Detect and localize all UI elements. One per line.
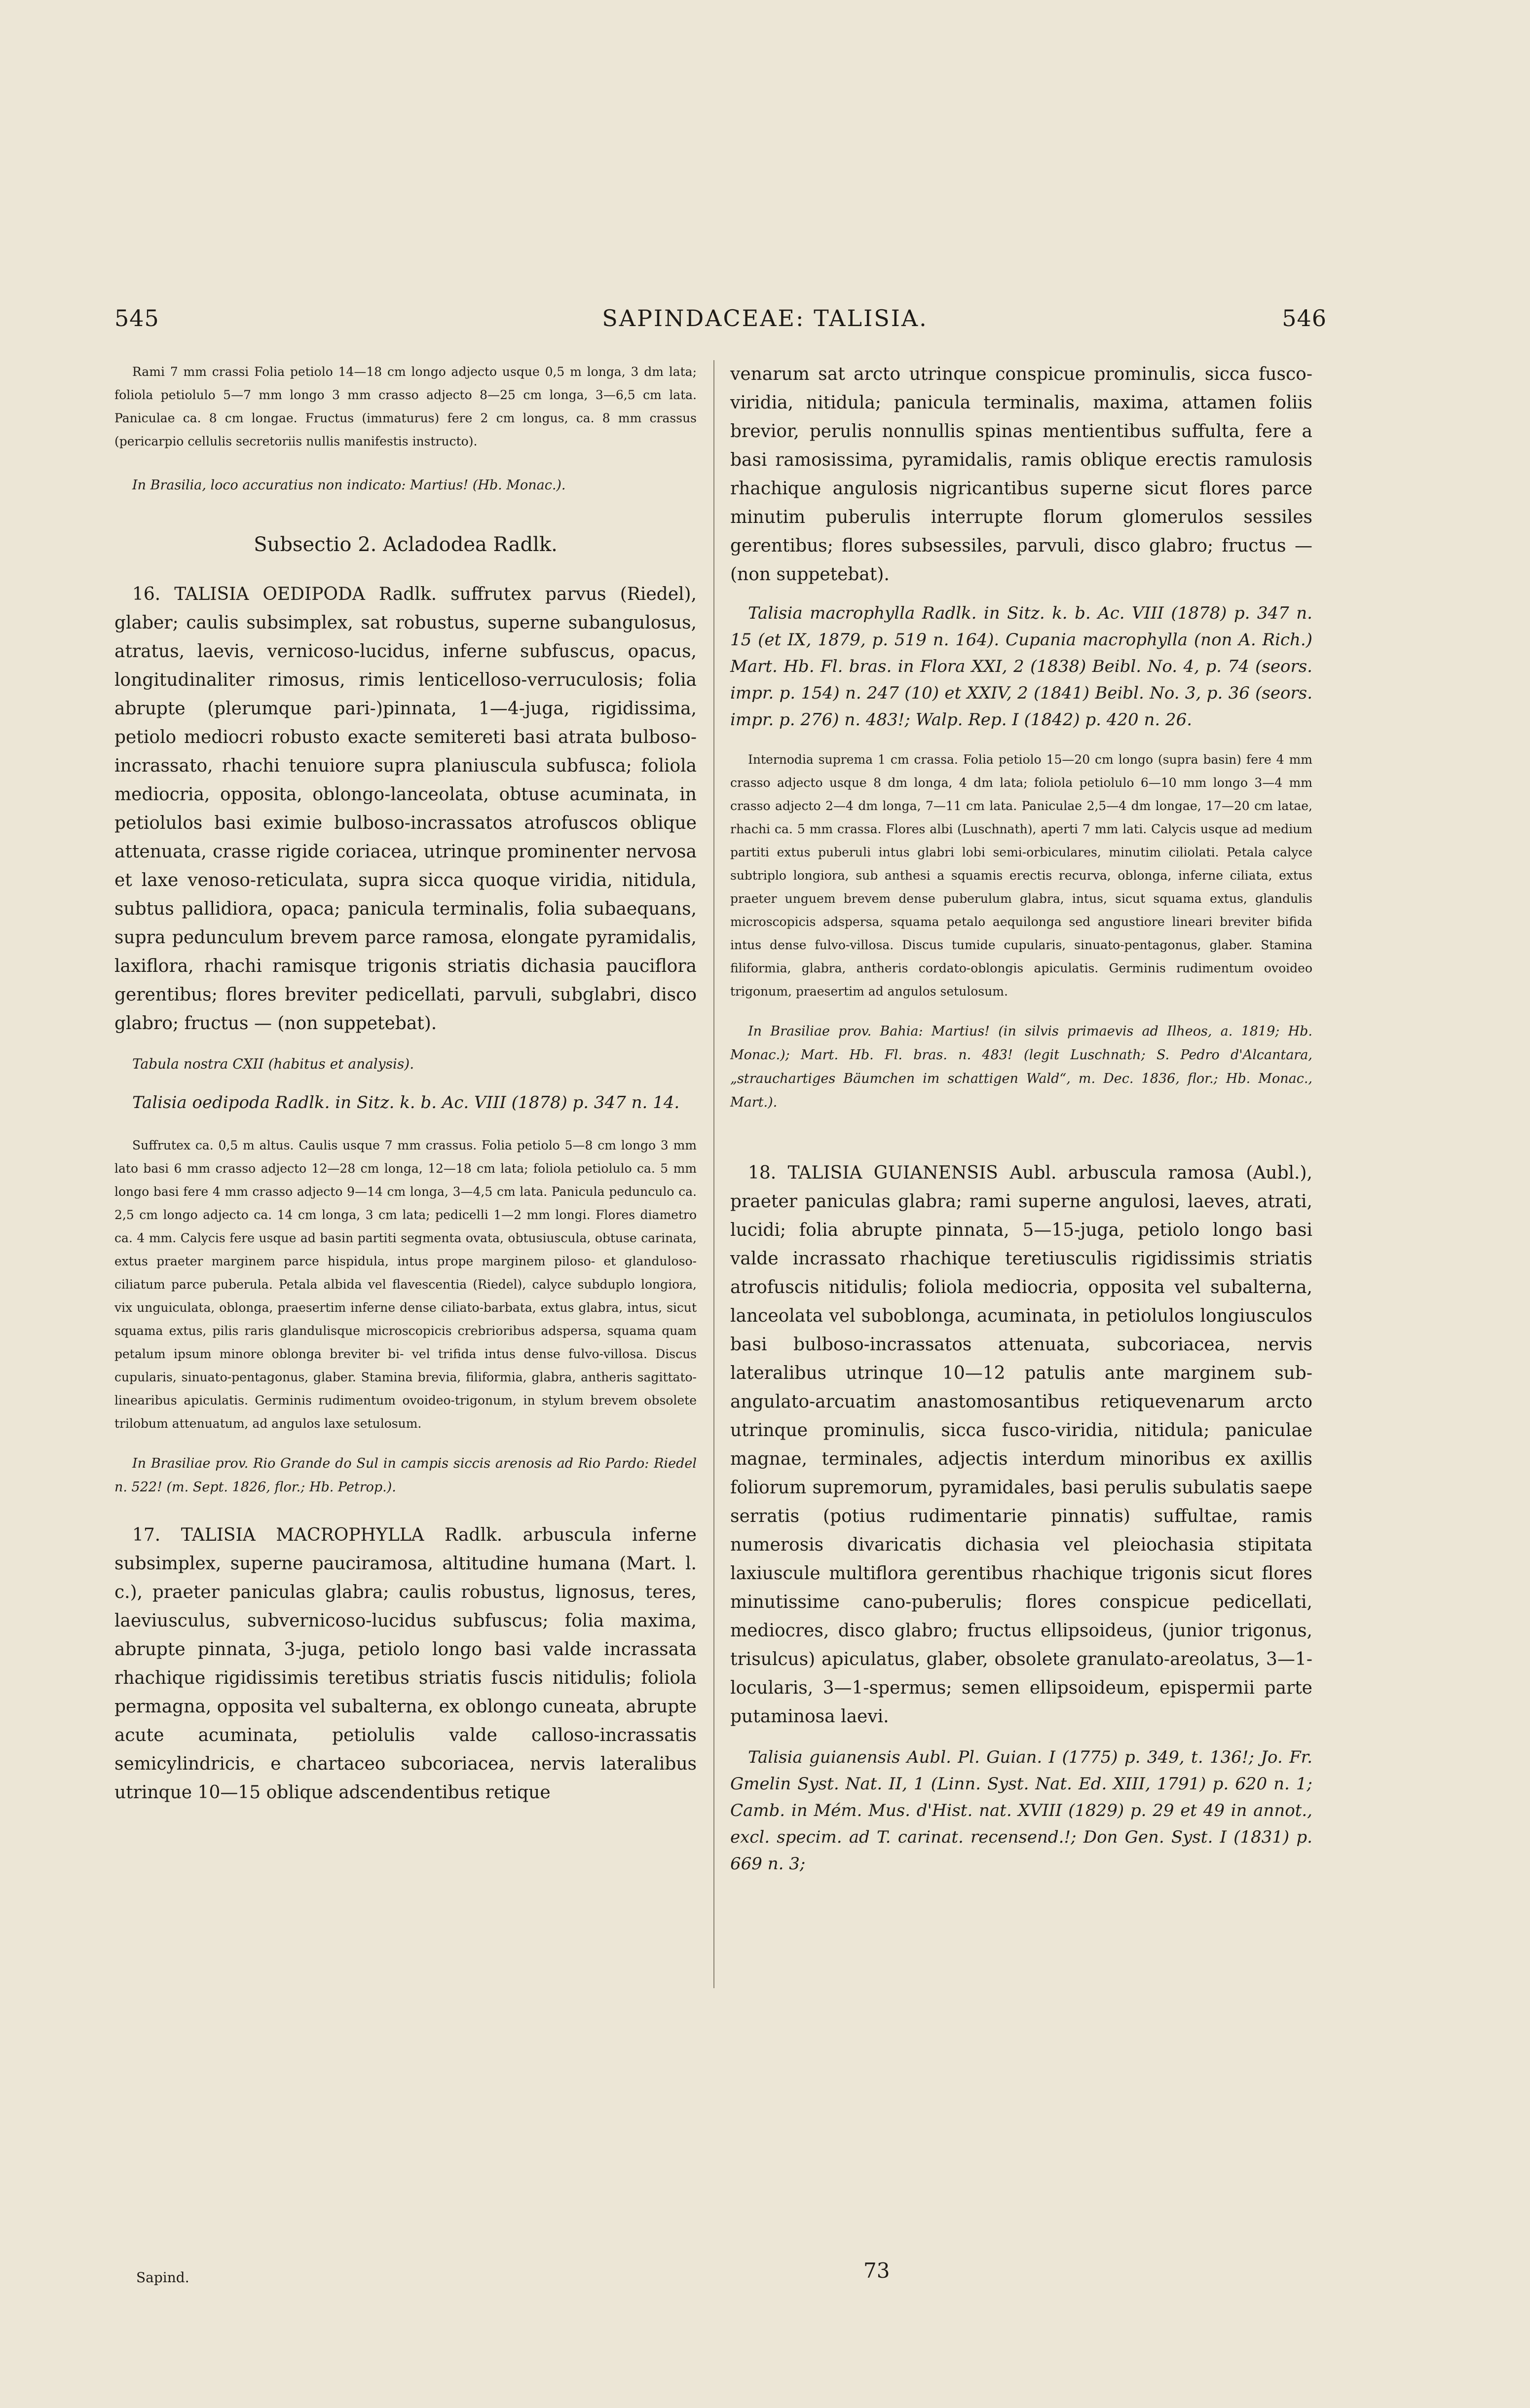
species-16-description: Suffrutex ca. 0,5 m altus. Caulis usque 7 mm crassus. Folia petiolo 5—8 cm longo 3 mm lato basi 6 mm crasso adjecto 12—28 cm longa, 12—18 cm lata; foliola petiolulo ca. 5 mm longo basi fere 4 mm crasso adjecto 9—14 cm longa, 3—4,5 cm lata. Panicula pedunculo ca. 2,5 cm longo adjecto ca. 14 cm longa, 3 cm lata; pedicelli 1—2 mm longi. Flores diametro ca. 4 mm. Calycis fere usque ad basin partiti segmenta ovata, obtusiuscula, obtuse carinata, extus praeter marginem parce hispidula, intus prope marginem piloso- et glanduloso-ciliatum parce puberula. Petala albida vel flavescentia (Riedel), calyce subduplo longiora, vix unguiculata, oblonga, praesertim inferne dense ciliato-barbata, extus glabra, intus, sicut squama extus, pilis raris glandulisque microscopicis crebrioribus adspersa, squama quam petalum ipsum minore oblonga breviter bi- vel trifida intus dense fulvo-villosa. Discus cupularis, sinuato-pentagonus, glaber. Stamina brevia, filiformia, glabra, antheris sagittato-linearibus apiculatis. Germinis rudimentum ovoideo-trigonum, in stylum brevem obsolete trilobum attenuatum, ad angulos laxe setulosum. xyxy=(114,1138,697,1431)
species-17-locality: In Brasiliae prov. Bahia: Martius! (in silvis primaevis ad Ilheos, a. 1819; Hb. Monac.); Mart. Hb. Fl. bras. n. 483! (legit Luschnath; S. Pedro d'Alcantara, „strauchartiges Bäumchen im schattigen Wald“, m. Dec. 1836, flor.; Hb. Monac., Mart.). xyxy=(730,1024,1312,1110)
species-17-citations: Talisia macrophylla Radlk. in Sitz. k. b. Ac. VIII (1878) p. 347 n. 15 (et IX, 1879, p. 519 n. 164). Cupania macrophylla (non A. Rich.) Mart. Hb. Fl. bras. in Flora XXI, 2 (1838) Beibl. No. 4, p. 74 (seors. impr. p. 154) n. 247 (10) et XXIV, 2 (1841) Beibl. No. 3, p. 36 (seors. impr. p. 276) n. 483!; Walp. Rep. I (1842) p. 420 n. 26. xyxy=(730,603,1312,730)
running-title: SAPINDACEAE: TALISIA. xyxy=(602,305,928,332)
species-18-citations: Talisia guianensis Aubl. Pl. Guian. I (1775) p. 349, t. 136!; Jo. Fr. Gmelin Syst. Nat. II, 1 (Linn. Syst. Nat. Ed. XIII, 1791) p. 620 n. 1; Camb. in Mém. Mus. d'Hist. nat. XVIII (1829) p. 29 et 49 in annot., excl. specim. ad T. carinat. recensend.!; Don Gen. Syst. I (1831) p. 669 n. 3; xyxy=(730,1747,1312,1874)
rami-description: Rami 7 mm crassi Folia petiolo 14—18 cm longo adjecto usque 0,5 m longa, 3 dm lata; foliola petiolulo 5—7 mm longo 3 mm crasso adjecto 8—25 cm longa, 3—6,5 cm lata. Paniculae ca. 8 cm longae. Fructus (immaturus) fere 2 cm longus, ca. 8 mm crassus (pericarpio cellulis secretoriis nullis manifestis instructo). xyxy=(114,365,697,448)
tabula-reference: Tabula nostra CXII (habitus et analysis). xyxy=(132,1056,414,1072)
species-17-description: Internodia suprema 1 cm crassa. Folia petiolo 15—20 cm longo (supra basin) fere 4 mm crasso adjecto usque 8 dm longa, 4 dm lata; foliola petiolulo 6—10 mm longo 3—4 mm crasso adjecto 2—4 dm longa, 7—11 cm lata. Paniculae 2,5—4 dm longae, 17—20 cm latae, rhachi ca. 5 mm crassa. Flores albi (Luschnath), aperti 7 mm lati. Calycis usque ad medium partiti extus puberuli intus glabri lobi semi-orbiculares, minutim ciliolati. Petala calyce subtriplo longiora, sub anthesi a squamis erectis recurva, oblonga, inferne ciliata, extus praeter unguem brevem dense puberulum glabra, intus, sicut squama extus, glandulis microscopicis adspersa, squama petalo aequilonga sed angustiore lineari breviter bifida intus dense fulvo-villosa. Discus tumide cupularis, sinuato-pentagonus, glaber. Stamina filiformia, glabra, antheris cordato-oblongis apiculatis. Germinis rudimentum ovoideo trigonum, praesertim ad angulos setulosum. xyxy=(730,752,1312,999)
column-divider xyxy=(713,360,714,1988)
locality-brasilia: In Brasilia, loco accuratius non indicato: Martius! (Hb. Monac.). xyxy=(132,478,566,493)
signature-mark: Sapind. xyxy=(136,2269,189,2286)
species-16-diagnosis: 16. TALISIA OEDIPODA Radlk. suffrutex parvus (Riedel), glaber; caulis subsimplex, sat robustus, superne subangulosus, atratus, laevis, vernicoso-lucidus, inferne subfuscus, opacus, longitudinaliter rimosus, rimis lenticelloso-verruculosis; folia abrupte (plerumque pari-)pinnata, 1—4-juga, rigidissima, petiolo mediocri robusto exacte semitereti basi atrata bulboso-incrassato, rhachi tenuiore supra planiuscula subfusca; foliola mediocria, opposita, oblongo-lanceolata, obtuse acuminata, in petiolulos basi eximie bulboso-incrassatos atrofuscos oblique attenuata, crasse rigide coriacea, utrinque prominenter nervosa et laxe venoso-reticulata, supra sicca quoque viridia, nitidula, subtus pallidiora, opaca; panicula terminalis, folia subaequans, supra pedunculum brevem parce ramosa, elongate pyramidalis, laxiflora, rhachi ramisque trigonis striatis dichasia pauciflora gerentibus; flores breviter pedicellati, parvuli, subglabri, disco glabro; fructus — (non suppetebat). xyxy=(114,584,697,1034)
species-17-diagnosis: 17. TALISIA MACROPHYLLA Radlk. arbuscula inferne subsimplex, superne pauciramosa, altitudine humana (Mart. l. c.), praeter paniculas glabra; caulis robustus, lignosus, teres, laeviusculus, subvernicoso-lucidus subfuscus; folia maxima, abrupte pinnata, 3-juga, petiolo longo basi valde incrassata rhachique rigidissimis teretibus striatis fuscis nitidulis; foliola permagna, opposita vel subalterna, ex oblongo cuneata, abrupte acute acuminata, petiolulis valde calloso-incrassatis semicylindricis, e chartaceo subcoriacea, nervis lateralibus utrinque 10—15 oblique adscendentibus retique xyxy=(114,1525,697,1803)
species-16-citation: Talisia oedipoda Radlk. in Sitz. k. b. Ac. VIII (1878) p. 347 n. 14. xyxy=(132,1093,680,1112)
left-page-number: 545 xyxy=(114,305,159,332)
right-page-number: 546 xyxy=(1282,305,1327,332)
species-16-locality: In Brasiliae prov. Rio Grande do Sul in campis siccis arenosis ad Rio Pardo: Riedel n. 522! (m. Sept. 1826, flor.; Hb. Petrop.). xyxy=(114,1456,697,1495)
species-18-diagnosis: 18. TALISIA GUIANENSIS Aubl. arbuscula ramosa (Aubl.), praeter paniculas glabra; rami superne angulosi, laeves, atrati, lucidi; folia abrupte pinnata, 5—15-juga, petiolo longo basi valde incrassato rhachique teretiusculis rigidissimis striatis atrofuscis nitidulis; foliola mediocria, opposita vel subalterna, lanceolata vel suboblonga, acuminata, in petiolulos longiusculos basi bulboso-incrassatos attenuata, subcoriacea, nervis lateralibus utrinque 10—12 patulis ante marginem sub-angulato-arcuatim anastomosantibus retiquevenarum arcto utrinque prominulis, sicca fusco-viridia, nitidula; paniculae magnae, terminales, adjectis interdum minoribus ex axillis foliorum supremorum, pyramidales, basi perulis subulatis saepe serratis (potius rudimentarie pinnatis) suffultae, ramis numerosis divaricatis dichasia vel pleiochasia stipitata laxiuscule multiflora gerentibus rhachique trigonis sicut flores minutissime cano-puberulis; flores conspicue pedicellati, mediocres, disco glabro; fructus ellipsoideus, (junior trigonus, trisulcus) apiculatus, glaber, obsolete granulato-areolatus, 3—1-locularis, 3—1-spermus; semen ellipsoideum, epispermii parte putaminosa laevi. xyxy=(730,1163,1312,1727)
left-column xyxy=(114,360,697,1807)
right-column xyxy=(730,360,1312,1877)
folio-number: 73 xyxy=(863,2259,890,2283)
species-17-continuation: venarum sat arcto utrinque conspicue prominulis, sicca fusco-viridia, nitidula; panicula terminalis, maxima, attamen foliis brevior, perulis nonnullis spinas mentientibus suffulta, fere a basi ramosissima, pyramidalis, ramis oblique erectis ramulosis rhachique angulosis nigricantibus superne sicut flores parce minutim puberulis interrupte florum glomerulos sessiles gerentibus; flores subsessiles, parvuli, disco glabro; fructus — (non suppetebat). xyxy=(730,364,1312,585)
subsection-heading: Subsectio 2. Acladodea Radlk. xyxy=(254,533,558,556)
